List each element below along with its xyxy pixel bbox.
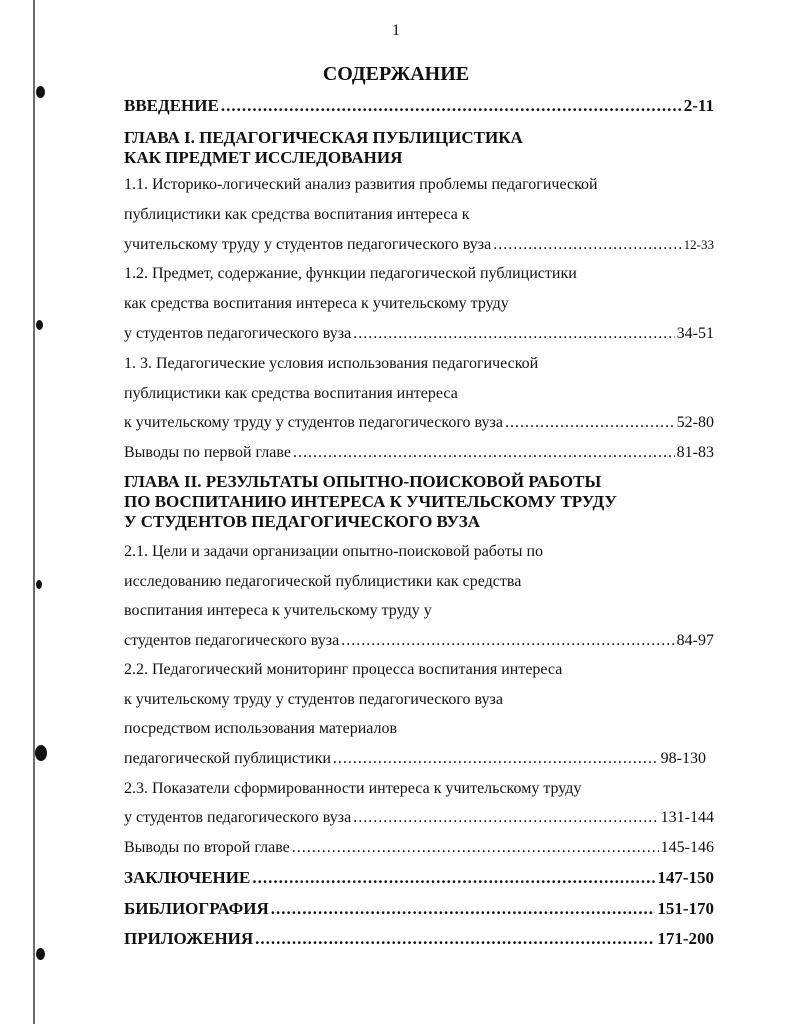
toc-entry-label: Выводы по второй главе: [124, 839, 290, 856]
section-2-1-line: исследованию педагогической публицистики как средства: [124, 573, 522, 590]
dot-leader: [271, 899, 656, 919]
chapter-2-heading: [124, 472, 617, 532]
toc-entry-chapter-1-conclusions: [124, 444, 714, 462]
toc-entry-1-1: [124, 236, 714, 254]
toc-entry-2-3: [124, 809, 714, 827]
toc-entry-label: педагогической публицистики: [124, 750, 331, 767]
section-1-3-line: 1. 3. Педагогические условия использования педагогической: [124, 355, 539, 372]
toc-entry-pages: 171-200: [657, 929, 714, 948]
chapter-heading-line: У СТУДЕНТОВ ПЕДАГОГИЧЕСКОГО ВУЗА: [124, 512, 481, 531]
toc-entry-1-3: [124, 414, 714, 432]
dot-leader: [293, 444, 675, 462]
section-2-2-line: к учительскому труду у студентов педагогического вуза: [124, 691, 503, 708]
dot-leader: [252, 868, 655, 888]
page-number: 1: [392, 22, 400, 39]
toc-entry-label: у студентов педагогического вуза: [124, 325, 352, 342]
dot-leader: [493, 236, 681, 254]
dot-leader: [221, 96, 682, 116]
dot-leader: [353, 325, 674, 343]
toc-entry-label: учительскому труду у студентов педагогического вуза: [124, 236, 492, 253]
toc-entry-label: к учительскому труду у студентов педагогического вуза: [124, 414, 503, 431]
toc-entry-pages: 98-130: [660, 750, 706, 767]
section-2-1-line: воспитания интереса к учительскому труду у: [124, 602, 432, 619]
toc-entry-label: ВВЕДЕНИЕ: [124, 96, 219, 115]
toc-entry-label: ПРИЛОЖЕНИЯ: [124, 929, 254, 948]
section-2-2-line: посредством использования материалов: [124, 720, 398, 737]
toc-entry-2-1: [124, 632, 714, 650]
section-1-2-line: 1.2. Предмет, содержание, функции педагогической публицистики: [124, 265, 577, 282]
section-2-1-line: 2.1. Цели и задачи организации опытно-поисковой работы по: [124, 543, 544, 560]
dot-leader: [505, 414, 675, 432]
chapter-heading-line: КАК ПРЕДМЕТ ИССЛЕДОВАНИЯ: [124, 148, 403, 167]
toc-entry-pages: 151-170: [657, 899, 714, 918]
scan-artifact: [36, 320, 43, 330]
toc-entry-1-2: [124, 325, 714, 343]
chapter-heading-line: ГЛАВА II. РЕЗУЛЬТАТЫ ОПЫТНО-ПОИСКОВОЙ РАБОТЫ: [124, 472, 602, 491]
toc-entry-label: ЗАКЛЮЧЕНИЕ: [124, 868, 251, 887]
toc-entry-pages: 2-11: [683, 96, 714, 115]
section-2-3-line: 2.3. Показатели сформированности интереса к учительскому труду: [124, 780, 582, 797]
scan-artifact: [36, 580, 42, 589]
toc-entry-label: студентов педагогического вуза: [124, 632, 340, 649]
toc-entry-label: у студентов педагогического вуза: [124, 809, 352, 826]
toc-entry-pages: 34-51: [676, 325, 714, 342]
toc-entry-pages: 131-144: [660, 809, 714, 826]
dot-leader: [341, 632, 674, 650]
section-1-1-line: 1.1. Историко-логический анализ развития проблемы педагогической: [124, 176, 598, 193]
toc-entry-pages: 84-97: [676, 632, 714, 649]
toc-entry-2-2: [124, 750, 706, 768]
scan-artifact: [36, 86, 45, 98]
toc-entry-label: Выводы по первой главе: [124, 444, 291, 461]
scan-edge-line: [33, 0, 35, 1024]
chapter-1-heading: [124, 128, 523, 168]
page-title: СОДЕРЖАНИЕ: [322, 63, 470, 85]
section-1-3-line: публицистики как средства воспитания интереса: [124, 385, 458, 402]
chapter-heading-line: ГЛАВА I. ПЕДАГОГИЧЕСКАЯ ПУБЛИЦИСТИКА: [124, 128, 523, 147]
toc-entry-label: БИБЛИОГРАФИЯ: [124, 899, 269, 918]
toc-entry-pages: 52-80: [676, 414, 714, 431]
chapter-heading-line: ПО ВОСПИТАНИЮ ИНТЕРЕСА К УЧИТЕЛЬСКОМУ ТРУДУ: [124, 492, 617, 511]
section-1-2-line: как средства воспитания интереса к учительскому труду: [124, 295, 509, 312]
toc-entry-intro: [124, 96, 714, 116]
scan-artifact: [35, 745, 47, 761]
dot-leader: [353, 809, 658, 827]
section-1-1-line: публицистики как средства воспитания интереса к: [124, 206, 470, 223]
scan-artifact: [36, 948, 45, 960]
toc-entry-chapter-2-conclusions: [124, 839, 714, 857]
toc-entry-pages: 81-83: [676, 444, 714, 461]
dot-leader: [292, 839, 659, 857]
toc-entry-pages: 12-33: [683, 237, 714, 252]
dot-leader: [255, 929, 655, 949]
toc-entry-pages: 145-146: [660, 839, 714, 856]
dot-leader: [333, 750, 659, 768]
toc-entry-appendices: [124, 929, 714, 949]
toc-entry-bibliography: [124, 899, 714, 919]
toc-entry-conclusion: [124, 868, 714, 888]
toc-entry-pages: 147-150: [657, 868, 714, 887]
section-2-2-line: 2.2. Педагогический мониторинг процесса воспитания интереса: [124, 661, 563, 678]
